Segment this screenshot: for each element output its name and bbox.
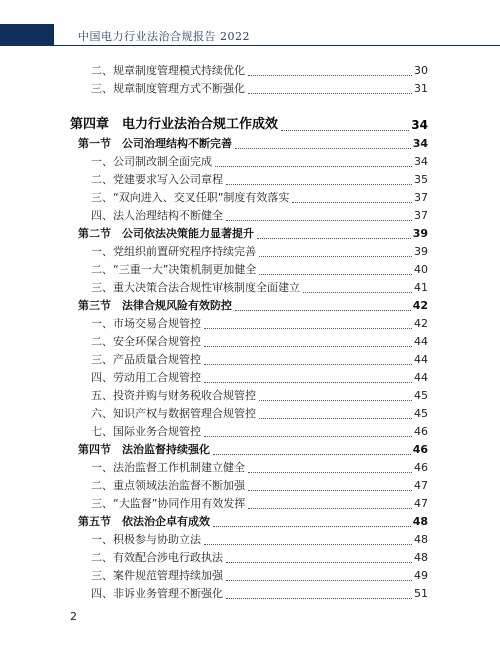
toc-item-title: 二、有效配合涉电行政执法 [91,551,223,564]
toc-page-number: 31 [414,82,428,95]
toc-item-row[interactable] [70,405,428,423]
toc-item-row[interactable] [70,333,428,351]
dot-leader [248,93,412,94]
toc-page-number: 45 [414,407,428,420]
toc-item-title: 二、重点领域法治监督不断加强 [91,479,245,492]
toc-page-number: 39 [414,245,428,258]
toc-item-row[interactable] [70,549,428,567]
toc-item-row[interactable] [70,387,428,405]
dot-leader [213,526,411,527]
dot-leader [204,346,412,347]
toc-item-title: 三、产品质量合规管控 [91,353,201,366]
toc-section-row[interactable] [70,441,428,459]
toc-page-number: 49 [414,569,428,582]
toc-page-number: 47 [414,497,428,510]
dot-leader [235,310,411,311]
dot-leader [248,75,412,76]
toc-item-title: 一、公司制改制全面完成 [91,155,212,168]
toc-section-row[interactable] [70,297,428,315]
toc-chapter-row[interactable] [70,115,428,135]
toc-page-number: 46 [412,443,428,456]
toc-page-number: 34 [414,155,428,168]
toc-item-row[interactable] [70,171,428,189]
toc-page-number: 40 [414,263,428,276]
toc-item-row[interactable] [70,531,428,549]
toc-item-row[interactable] [70,243,428,261]
toc-item-row[interactable] [70,153,428,171]
dot-leader [248,472,412,473]
toc-section-title: 第三节 法律合规风险有效防控 [78,299,232,312]
toc-item-title: 三、“双向进入、交叉任职”制度有效落实 [91,191,290,204]
table-of-contents [70,62,428,603]
dot-leader [259,418,412,419]
toc-item-title: 二、“三重一大”决策机制更加健全 [91,263,257,276]
toc-page-number: 48 [414,551,428,564]
toc-item-title: 一、市场交易合规管控 [91,317,201,330]
dot-leader [204,544,412,545]
header-rule [54,45,500,46]
toc-section-row[interactable] [70,513,428,531]
toc-page-number: 37 [414,191,428,204]
dot-leader [259,256,412,257]
toc-item-title: 四、劳动用工合规管控 [91,371,201,384]
toc-item-row[interactable] [70,315,428,333]
toc-page-number: 37 [414,209,428,222]
toc-item-row[interactable] [70,459,428,477]
toc-item-row[interactable] [70,585,428,603]
toc-item-row[interactable] [70,495,428,513]
toc-page-number: 46 [414,425,428,438]
header-color-bar [0,24,54,46]
toc-page-number: 44 [414,335,428,348]
running-header-title: 中国电力行业法治合规报告 2022 [78,30,250,43]
toc-page-number: 42 [414,317,428,330]
dot-leader [303,292,412,293]
toc-chapter-title: 第四章 电力行业法治合规工作成效 [70,117,279,132]
dot-leader [259,274,412,275]
toc-section-title: 第二节 公司依法决策能力显著提升 [78,227,254,240]
toc-section-title: 第一节 公司治理结构不断完善 [78,137,232,150]
dot-leader [204,328,412,329]
toc-item-title: 一、法治监督工作机制建立健全 [91,461,245,474]
toc-item-row[interactable] [70,423,428,441]
toc-item-title: 三、“大监督”协同作用有效发挥 [91,497,246,510]
toc-page-number: 48 [414,533,428,546]
toc-item-row[interactable] [70,567,428,585]
toc-item-row[interactable] [70,62,428,80]
toc-item-title: 二、安全环保合规管控 [91,335,201,348]
toc-item-row[interactable] [70,80,428,98]
toc-page-number: 44 [414,353,428,366]
dot-leader [235,148,411,149]
toc-item-title: 二、党建要求写入公司章程 [91,173,223,186]
toc-page-number: 41 [414,281,428,294]
toc-section-row[interactable] [70,135,428,153]
dot-leader [204,436,412,437]
toc-page-number: 47 [414,479,428,492]
toc-item-row[interactable] [70,477,428,495]
dot-leader [257,238,411,239]
toc-page-number: 42 [412,299,428,312]
toc-page-number: 30 [414,64,428,77]
toc-item-title: 三、重大决策合法合规性审核制度全面建立 [91,281,300,294]
toc-item-row[interactable] [70,351,428,369]
dot-leader [248,508,412,509]
dot-leader [204,382,412,383]
toc-item-row[interactable] [70,279,428,297]
toc-item-title: 一、党组织前置研究程序持续完善 [91,245,256,258]
toc-item-row[interactable] [70,261,428,279]
toc-page-number: 34 [412,137,428,150]
dot-leader [213,454,411,455]
dot-leader [215,166,412,167]
toc-item-title: 四、非诉业务管理不断强化 [91,587,223,600]
toc-section-title: 第四节 法治监督持续强化 [78,443,210,456]
toc-page-number: 39 [412,227,428,240]
toc-item-title: 三、规章制度管理方式不断强化 [91,82,245,95]
dot-leader [281,130,409,131]
dot-leader [226,220,412,221]
toc-item-title: 三、案件规范管理持续加强 [91,569,223,582]
toc-item-title: 七、国际业务合规管控 [91,425,201,438]
page-number: 2 [70,610,77,623]
toc-item-title: 五、投资并购与财务税收合规管控 [91,389,256,402]
dot-leader [226,562,412,563]
dot-leader [204,364,412,365]
toc-page-number: 34 [411,118,428,132]
toc-section-row[interactable] [70,225,428,243]
toc-page-number: 45 [414,389,428,402]
dot-leader [226,580,412,581]
dot-leader [226,598,412,599]
toc-page-number: 46 [414,461,428,474]
toc-item-row[interactable] [70,207,428,225]
toc-page-number: 51 [414,587,428,600]
toc-page-number: 48 [412,515,428,528]
toc-item-row[interactable] [70,369,428,387]
toc-item-title: 二、规章制度管理模式持续优化 [91,64,245,77]
dot-leader [226,184,412,185]
toc-item-title: 四、法人治理结构不断健全 [91,209,223,222]
toc-item-row[interactable] [70,189,428,207]
dot-leader [259,400,412,401]
dot-leader [248,490,412,491]
toc-page-number: 44 [414,371,428,384]
toc-item-title: 六、知识产权与数据管理合规管控 [91,407,256,420]
toc-item-title: 一、积极参与协助立法 [91,533,201,546]
chapter-spacer [70,98,428,115]
dot-leader [292,202,412,203]
toc-section-title: 第五节 依法治企卓有成效 [78,515,210,528]
toc-page-number: 35 [414,173,428,186]
